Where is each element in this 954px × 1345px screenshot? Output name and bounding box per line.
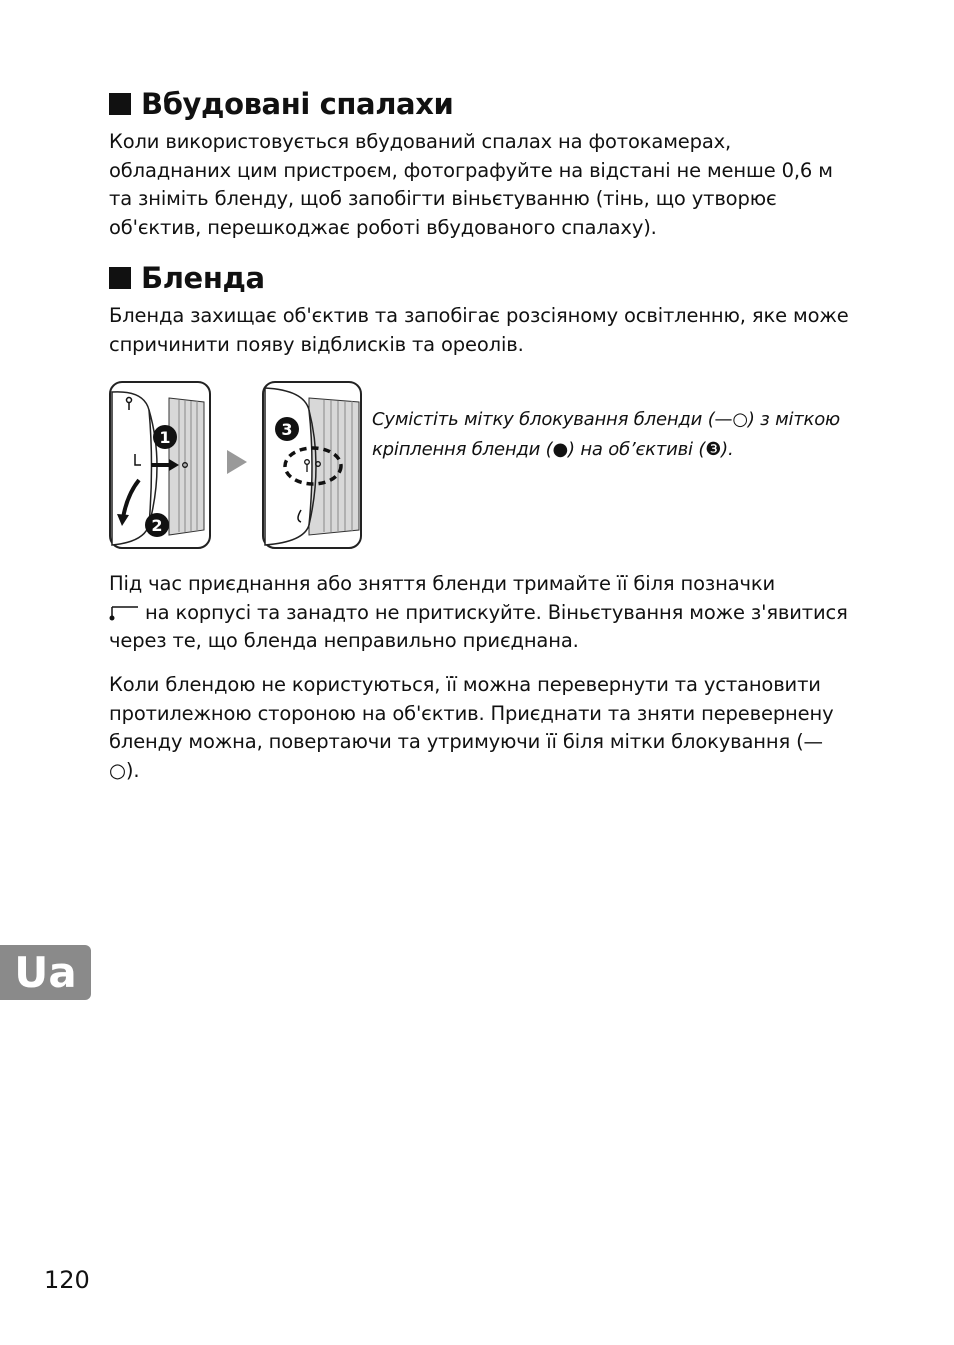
page-number: 120 — [44, 1266, 90, 1294]
section-heading — [109, 260, 849, 296]
paragraph: Коли блендою не користуються, її можна перевернути та установити протилежною стороною на об'єктив. Приєднати та зняти перевернену бленду можна, повертаючи та утримуючи її біля мітки блокування (—○). — [109, 673, 834, 782]
paragraph-text: на корпусі та занадто не притискуйте. Віньєтування може з'явитися через те, що бленда неправильно приєднана. — [109, 600, 848, 652]
figure-caption — [372, 405, 842, 465]
section-built-in-flash — [109, 86, 849, 242]
caption-text: ). — [721, 439, 734, 460]
language-tab: Ua — [0, 945, 91, 1000]
heading-text: Вбудовані спалахи — [141, 87, 454, 121]
paragraph-text: Під час приєднання або зняття бленди тримайте її біля позначки — [109, 572, 776, 595]
next-arrow-icon — [227, 450, 247, 474]
mount-mark-symbol: ● — [552, 439, 568, 460]
caption-text: ) на об’єктиві ( — [568, 439, 706, 460]
section-reverse — [109, 671, 849, 785]
svg-text:2: 2 — [151, 516, 163, 535]
square-bullet-icon — [109, 93, 131, 115]
section-handling — [109, 570, 849, 656]
panel-aligned — [263, 382, 361, 548]
svg-text:1: 1 — [159, 428, 171, 447]
lens-hood-diagram — [109, 380, 369, 550]
paragraph: Бленда захищає об'єктив та запобігає розсіяному освітленню, яке може спричинити появу відблисків та ореолів. — [109, 304, 849, 356]
svg-text:3: 3 — [281, 420, 293, 439]
caption-text: Сумістіть мітку блокування бленди ( — [372, 409, 715, 430]
hood-grip-mark-icon — [109, 604, 139, 622]
heading-text: Бленда — [141, 261, 265, 295]
section-lens-hood — [109, 260, 849, 359]
square-bullet-icon — [109, 267, 131, 289]
step-ref-symbol: ❸ — [705, 439, 722, 460]
panel-attach — [110, 382, 210, 548]
paragraph: Коли використовується вбудований спалах на фотокамерах, обладнаних цим пристроєм, фотографуйте на відстані не менше 0,6 м та зніміть бленду, щоб запобігти віньєтуванню (тінь, що утворює об'єктив, перешкоджає роботі вбудованого спалаху). — [109, 130, 833, 239]
caption-text: ) з міткою кріплення бленди ( — [372, 409, 840, 460]
paragraph — [109, 570, 849, 656]
section-heading — [109, 86, 849, 122]
lock-mark-symbol: —○ — [714, 409, 748, 430]
